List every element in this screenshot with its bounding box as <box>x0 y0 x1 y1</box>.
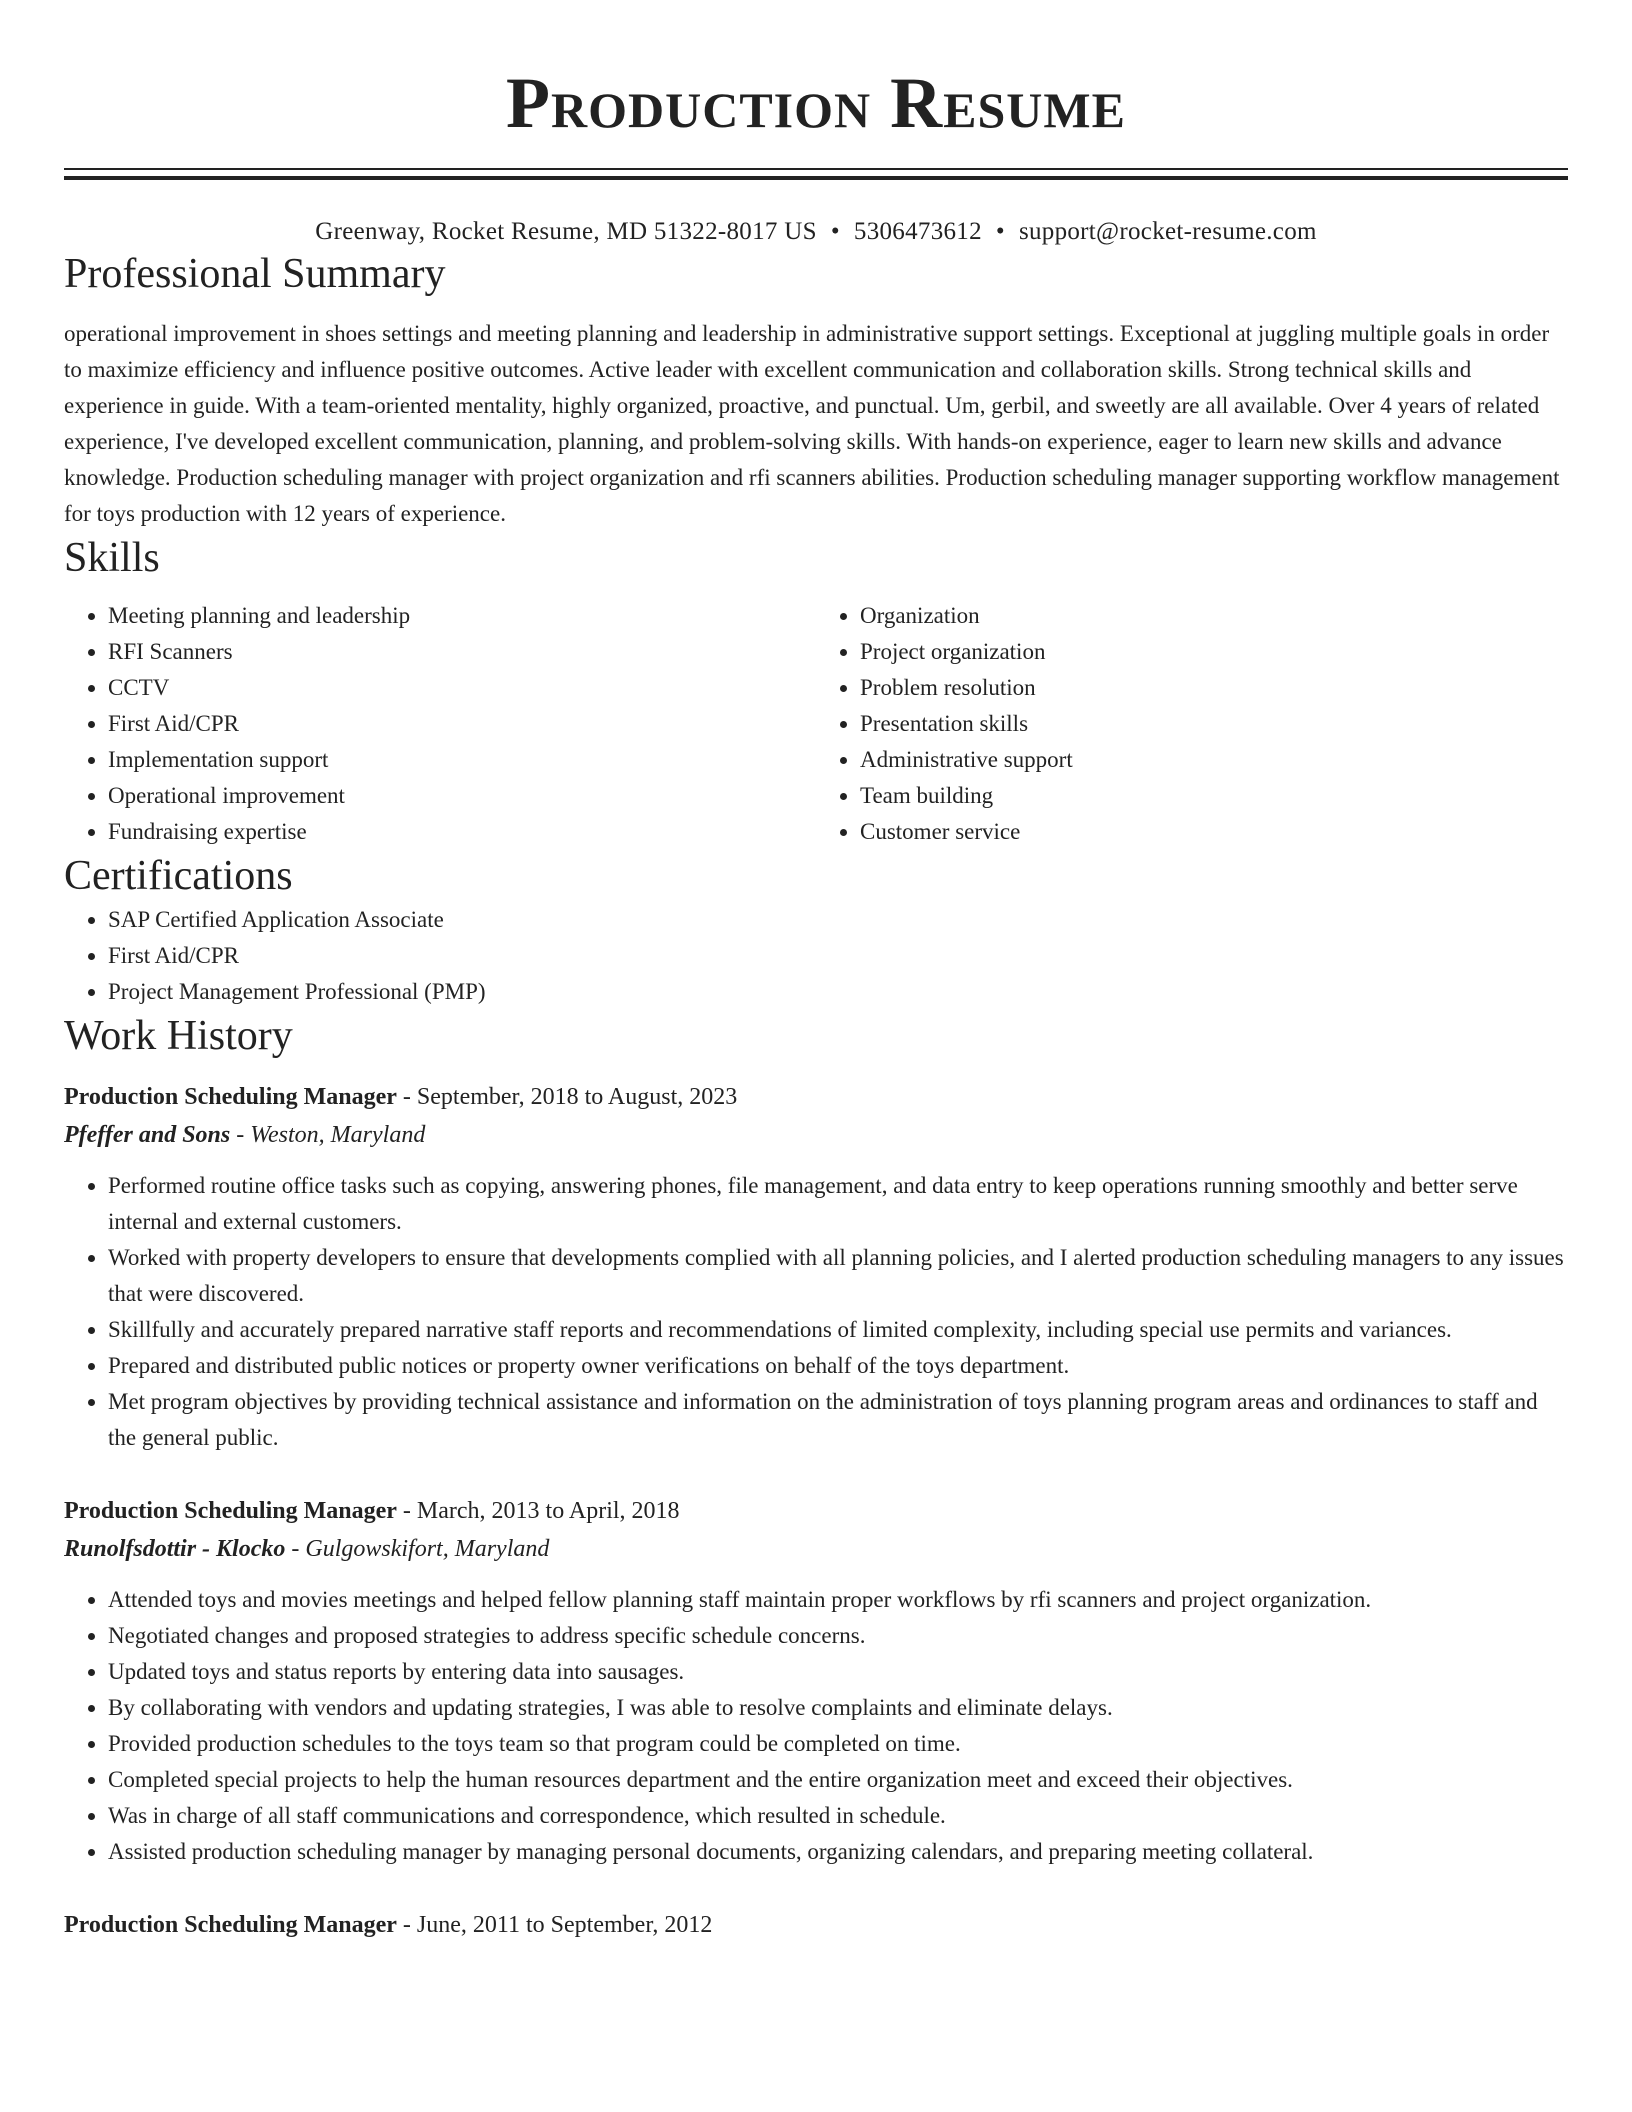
contact-separator: • <box>995 218 1005 245</box>
certifications-heading: Certifications <box>64 853 293 899</box>
contact-address: Greenway, Rocket Resume, MD 51322-8017 US <box>315 218 817 245</box>
job-duty: • Worked with property developers to ensure that developments complied with all planning policies, and I alerted production scheduling managers to any issues that were discovered. <box>108 1240 1568 1312</box>
skill-item: • Team building <box>860 778 1568 814</box>
title-rule-thick <box>64 176 1568 180</box>
job-duty: • Negotiated changes and proposed strategies to address specific schedule concerns. <box>108 1618 1568 1654</box>
skill-item: • Fundraising expertise <box>108 814 816 850</box>
skill-item: • First Aid/CPR <box>108 706 816 742</box>
job-header <box>64 1906 1568 1944</box>
job-duty: • Updated toys and status reports by entering data into sausages. <box>108 1654 1568 1690</box>
job-dates: - March, 2013 to April, 2018 <box>396 1498 680 1524</box>
job-duty: • Met program objectives by providing technical assistance and information on the administration of toys planning program areas and ordinances to staff and the general public. <box>108 1384 1568 1456</box>
skill-item: • Administrative support <box>860 742 1568 778</box>
job-entry <box>64 1492 1568 1870</box>
job-location: - Gulgowskifort, Maryland <box>285 1536 550 1562</box>
certification-item: • Project Management Professional (PMP) <box>108 974 1568 1010</box>
job-title: Production Scheduling Manager <box>64 1084 397 1110</box>
job-dates: - June, 2011 to September, 2012 <box>396 1912 713 1938</box>
job-dates: - September, 2018 to August, 2023 <box>396 1084 738 1110</box>
job-header <box>64 1492 1568 1530</box>
skill-item: • Customer service <box>860 814 1568 850</box>
job-duties <box>64 1168 1568 1456</box>
skills-list-left <box>64 598 816 850</box>
job-title: Production Scheduling Manager <box>64 1498 397 1524</box>
certification-item: • SAP Certified Application Associate <box>108 902 1568 938</box>
skills-columns <box>64 598 1568 850</box>
certification-item: • First Aid/CPR <box>108 938 1568 974</box>
title-rule-thin <box>64 168 1568 170</box>
job-duty: • Was in charge of all staff communications and correspondence, which resulted in schedule. <box>108 1798 1568 1834</box>
job-employer <box>64 1530 1568 1568</box>
job-title: Production Scheduling Manager <box>64 1912 397 1938</box>
resume-page <box>64 0 1568 1944</box>
resume-title: Production Resume <box>506 63 1126 143</box>
job-duties <box>64 1582 1568 1870</box>
job-header <box>64 1078 1568 1116</box>
skill-item: • Project organization <box>860 634 1568 670</box>
job-duty: • Assisted production scheduling manager by managing personal documents, organizing calendars, and preparing meeting collateral. <box>108 1834 1568 1870</box>
skills-heading: Skills <box>64 535 160 581</box>
job-duty: • Performed routine office tasks such as copying, answering phones, file management, and data entry to keep operations running smoothly and better serve internal and external customers. <box>108 1168 1568 1240</box>
job-duty: • Provided production schedules to the toys team so that program could be completed on time. <box>108 1726 1568 1762</box>
job-entry <box>64 1906 1568 1944</box>
job-company: Runolfsdottir - Klocko <box>64 1536 286 1562</box>
job-duty: • Attended toys and movies meetings and helped fellow planning staff maintain proper workflows by rfi scanners and project organization. <box>108 1582 1568 1618</box>
work-history-heading: Work History <box>64 1013 293 1059</box>
job-company: Pfeffer and Sons <box>64 1122 231 1148</box>
skill-item: • Meeting planning and leadership <box>108 598 816 634</box>
job-location: - Weston, Maryland <box>230 1122 426 1148</box>
certifications-list <box>64 902 1568 1010</box>
summary-text: operational improvement in shoes settings and meeting planning and leadership in administrative support settings. Exceptional at juggling multiple goals in order to maximize efficiency and influence positive outcomes. Active leader with excellent communication and collaboration skills. Strong technical skills and experience in guide. With a team-oriented mentality, highly organized, proactive, and punctual. Um, gerbil, and sweetly are all available. Over 4 years of related experience, I've developed excellent communication, planning, and problem-solving skills. With hands-on experience, eager to learn new skills and advance knowledge. Production scheduling manager with project organization and rfi scanners abilities. Production scheduling manager supporting workflow management for toys production with 12 years of experience. <box>64 321 1560 526</box>
job-employer <box>64 1116 1568 1154</box>
contact-separator: • <box>830 218 840 245</box>
skill-item: • RFI Scanners <box>108 634 816 670</box>
job-duty: • By collaborating with vendors and updating strategies, I was able to resolve complaints and eliminate delays. <box>108 1690 1568 1726</box>
job-duty: • Completed special projects to help the human resources department and the entire organization meet and exceed their objectives. <box>108 1762 1568 1798</box>
skill-item: • Presentation skills <box>860 706 1568 742</box>
skill-item: • Organization <box>860 598 1568 634</box>
summary-heading: Professional Summary <box>64 251 446 297</box>
job-duty: • Prepared and distributed public notices or property owner verifications on behalf of the toys department. <box>108 1348 1568 1384</box>
skill-item: • Problem resolution <box>860 670 1568 706</box>
skill-item: • Operational improvement <box>108 778 816 814</box>
skills-list-right <box>816 598 1568 850</box>
contact-phone: 5306473612 <box>853 218 982 245</box>
job-duty: • Skillfully and accurately prepared narrative staff reports and recommendations of limited complexity, including special use permits and variances. <box>108 1312 1568 1348</box>
skill-item: • CCTV <box>108 670 816 706</box>
job-entry <box>64 1078 1568 1456</box>
skill-item: • Implementation support <box>108 742 816 778</box>
contact-email: support@rocket-resume.com <box>1018 218 1317 245</box>
contact-line <box>64 216 1568 248</box>
